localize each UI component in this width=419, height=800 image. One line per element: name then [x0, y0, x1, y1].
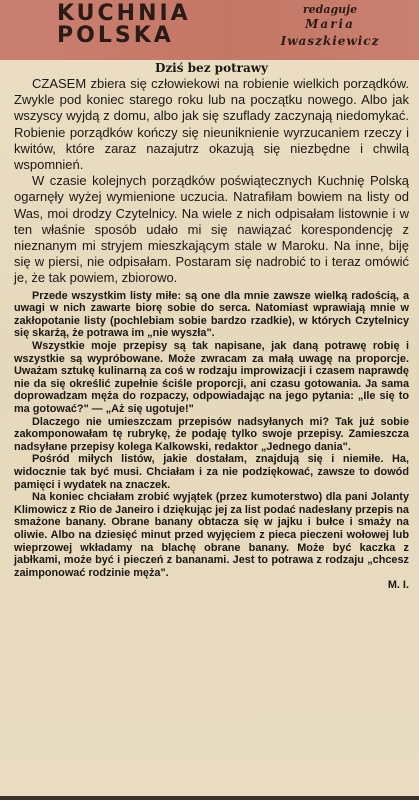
body-paragraph: Dlaczego nie umieszczam przepisów nadsyłanych mi? Tak już sobie zakomponowałam tę rubrykę, że podaję tylko swoje przepisy. Zamieszcza nadsyłane przepisy kolega Kalkowski, redaktor „Jednego dania".: [14, 415, 409, 453]
article-intro: [14, 76, 409, 287]
editor-credit-label: redaguje: [302, 3, 358, 16]
body-paragraph: Na koniec chciałam zrobić wyjątek (przez kumoterstwo) dla pani Jolanty Klimowicz z Rio de Janeiro i dziękując jej za list podać nadesłany przepis na smażone banany. Obrane banany obtacza się w jajku i bułce i smaży na oliwie. Albo na dziesięć minut przed wyjęciem z pieca pieczeni wołowej lub wieprzowej wkładamy na blachę obrane banany. Może być kaczka z jabłkami, może być i pieczeń z bananami. Jest to potrawa z rodzaju „chcesz zaimponować rodzinie męża".: [14, 491, 409, 579]
intro-paragraph: CZASEM zbiera się człowiekowi na robienie wielkich porządków. Zwykle pod koniec starego roku lub na początku nowego. Albo jak wszyscy wyjdą z domu, albo jak się szuflady zaczynają niedomykać. Robienie porządków kończy się nieuniknienie wyrzucaniem rzeczy i kwitów, które zaraz nazajutrz okazują się niezbędne i chwilą wspomnień.: [14, 76, 409, 173]
body-paragraph: Wszystkie moje przepisy są tak napisane, jak daną potrawę robię i wszystkie są wypróbowane. Może zwracam za małą uwagę na proporcje. Uważam sztukę kulinarną za coś w rodzaju improwizacji i czasem naprawdę nie da się określić zupełnie ściśle proporcji, ani czasu gotowania. Ja sama doprowadzam męża do rozpaczy, odpowiadając na jego pytania: „Ile się to ma gotować?" — „Aż się ugotuje!": [14, 340, 409, 415]
article-body: [14, 290, 409, 592]
article-subtitle: Dziś bez potrawy: [154, 61, 269, 75]
intro-paragraph: W czasie kolejnych porządków poświątecznych Kuchnię Polską ogarnęły wyżej wymienione uczucia. Natrafiłam bowiem na listy od Was, moi drodzy Czytelnicy. Na wiele z nich odpisałam listownie i w ten właśnie sposób udało mi się nawiązać korespondencję z nieznanym mi stryjem mieszkającym stale w Maroku. Na inne, biję się w piersi, nie odpisałam. Postaram się nadrobić to i teraz omówić je, że tak powiem, zbiorowo.: [14, 173, 409, 286]
author-signature: M. I.: [387, 579, 409, 592]
column-title-line2: POLSKA: [57, 23, 174, 48]
body-paragraph: Przede wszystkim listy miłe: są one dla mnie zawsze wielką radością, a uwagi w nich zawarte biorę sobie do serca. Natomiast wprawiają mnie w zakłopotanie listy (pochlebiam sobie bardzo rzadkie), w których Czytelnicy się skarżą, że potrawa im „nie wyszła".: [14, 289, 409, 340]
column-title-line1: KUCHNIA: [57, 1, 191, 26]
column-header: [0, 0, 419, 60]
editor-first-name: Maria: [305, 17, 355, 31]
body-paragraph: Pośród miłych listów, jakie dostałam, znajdują się i niemiłe. Ha, widocznie tak być musi. Chciałam i za nie podziękować, zawsze to dowód pamięci i wydatek na znaczek.: [14, 453, 409, 491]
editor-last-name: Iwaszkiewicz: [280, 34, 380, 48]
bottom-rule: [0, 796, 419, 800]
